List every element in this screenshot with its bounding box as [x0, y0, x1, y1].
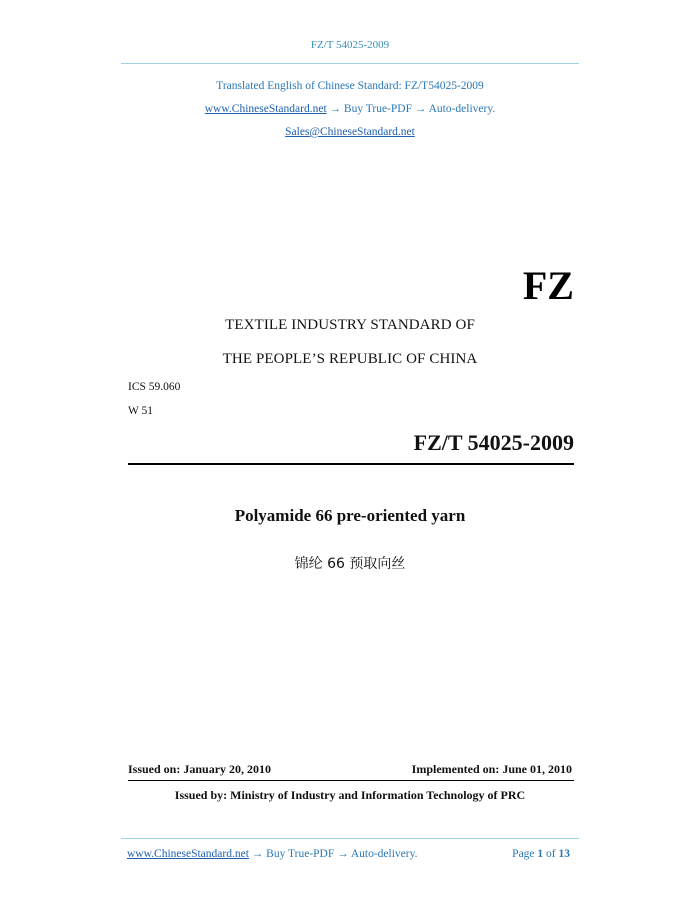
category-mark: FZ — [522, 263, 574, 308]
standard-type-line-1: TEXTILE INDUSTRY STANDARD OF — [225, 317, 475, 333]
footer-buy-text: → Buy True-PDF → Auto-delivery. — [248, 848, 418, 860]
footer-site-link[interactable]: www.ChineseStandard.net — [127, 848, 249, 860]
page-indicator — [512, 848, 570, 860]
promo-email-link[interactable]: Sales@ChineseStandard.net — [285, 126, 415, 138]
issued-by: Issued by: Ministry of Industry and Information Technology of PRC — [174, 788, 526, 802]
page-of: of — [546, 848, 556, 860]
promo-site-link[interactable]: www.ChineseStandard.net — [204, 103, 327, 115]
promo-translated-line: Translated English of Chinese Standard: FZ/T54025-2009 — [216, 80, 484, 92]
page-total: 13 — [558, 848, 570, 860]
promo-email-line — [0, 126, 700, 138]
issued-on-date: Issued on: January 20, 2010 — [128, 762, 272, 776]
standard-number: FZ/T 54025-2009 — [413, 430, 574, 455]
document-title-english: Polyamide 66 pre-oriented yarn — [234, 506, 466, 525]
w-code: W 51 — [128, 405, 154, 417]
standard-type-line-2: THE PEOPLE’S REPUBLIC OF CHINA — [222, 351, 478, 367]
promo-buy-line — [0, 103, 700, 115]
ics-code: ICS 59.060 — [128, 381, 181, 393]
implemented-on-date: Implemented on: June 01, 2010 — [411, 762, 572, 776]
promo-buy-text: → Buy True-PDF → Auto-delivery. — [326, 103, 496, 115]
document-title-chinese: 锦纶 66 预取向丝 — [294, 556, 406, 572]
dates-divider — [128, 780, 574, 781]
footer-buy-line — [127, 848, 417, 860]
page-label: Page — [512, 848, 535, 860]
header-divider — [121, 63, 579, 64]
page-current: 1 — [537, 848, 544, 860]
standard-number-divider — [128, 463, 574, 465]
header-standard-code: FZ/T 54025-2009 — [310, 39, 390, 51]
footer-divider — [121, 838, 579, 839]
